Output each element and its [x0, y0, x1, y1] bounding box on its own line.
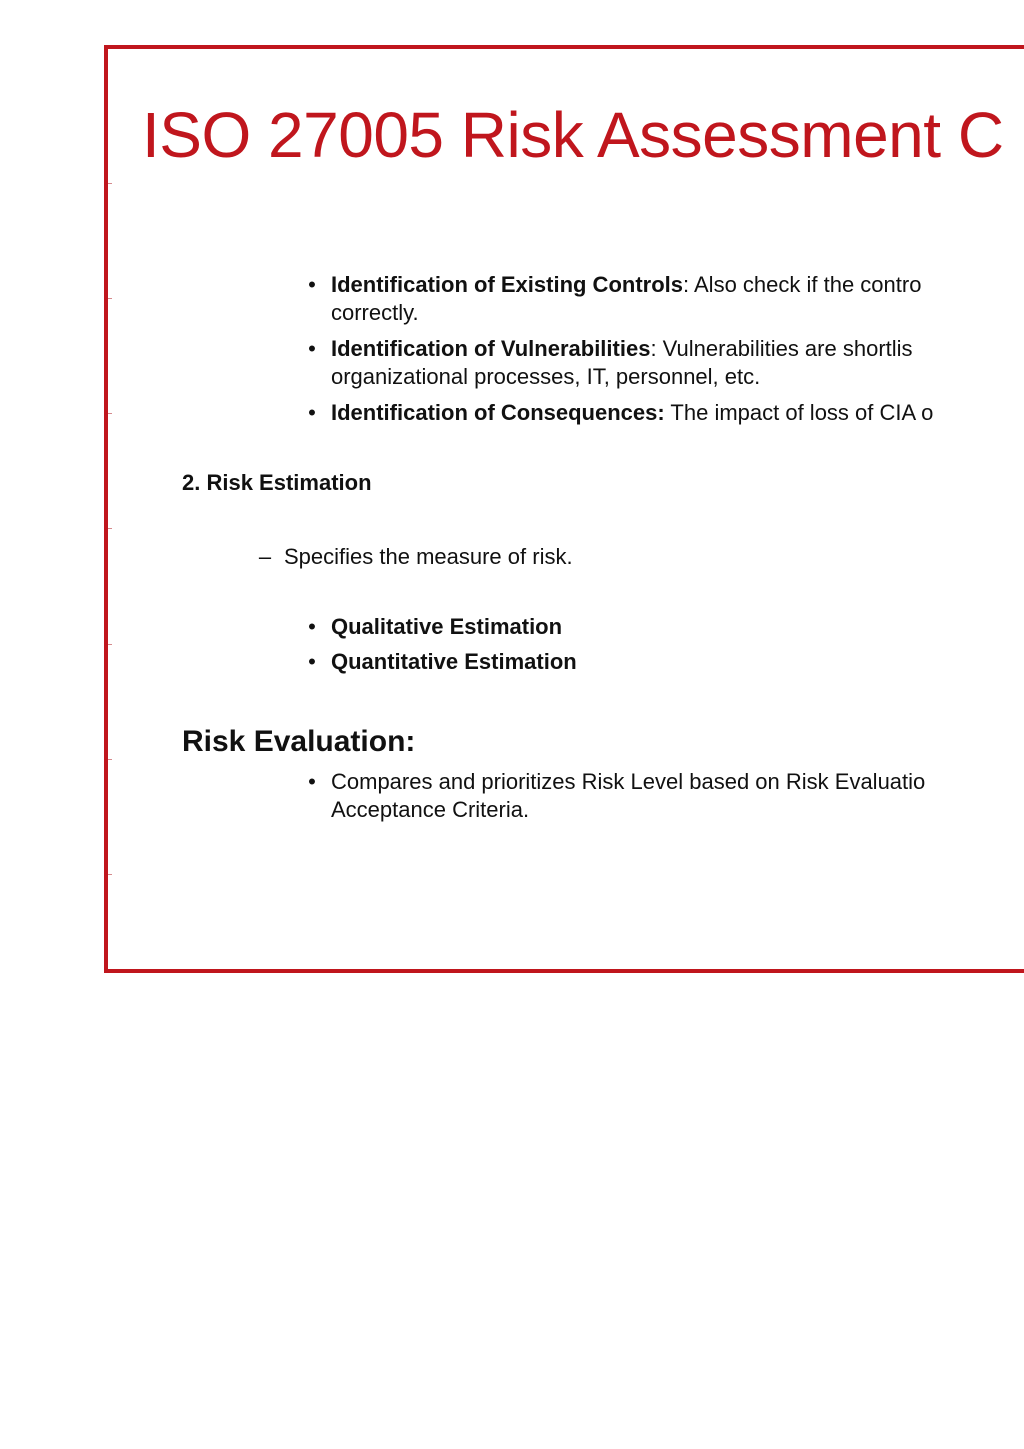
bullet-glyph: • [308, 769, 316, 794]
edge-tick [106, 183, 112, 184]
bullet-bold-label: Identification of Vulnerabilities [331, 336, 651, 361]
risk-estimation-heading: 2. Risk Estimation [182, 470, 372, 495]
bullet-text [331, 399, 933, 427]
edge-tick [106, 413, 112, 414]
bullet-glyph: • [308, 336, 316, 361]
bullet-continuation-text: correctly. [331, 300, 419, 325]
bullet-text [331, 335, 913, 363]
bullet-continuation-text: Acceptance Criteria. [331, 797, 530, 822]
slide-frame [104, 45, 1024, 973]
bullet-bold-label: Identification of Existing Controls [331, 272, 683, 297]
bullet-glyph: • [308, 614, 316, 639]
bullet-detail: : Vulnerabilities are shortlis [650, 336, 913, 361]
slide-title: ISO 27005 Risk Assessment C [142, 99, 1004, 171]
risk-evaluation-heading: Risk Evaluation: [182, 725, 416, 758]
bullet-bold-label: Identification of Consequences: [331, 400, 665, 425]
edge-tick [106, 298, 112, 299]
bullet-text: Quantitative Estimation [331, 649, 577, 674]
edge-tick [106, 759, 112, 760]
bullet-text [331, 271, 921, 299]
bullet-continuation-text: organizational processes, IT, personnel, etc. [331, 364, 761, 389]
dash-glyph: – [258, 544, 272, 569]
bullet-detail: The impact of loss of CIA o [664, 400, 934, 425]
bullet-text: Qualitative Estimation [331, 614, 563, 639]
bullet-glyph: • [308, 400, 316, 425]
bullet-glyph: • [308, 649, 316, 674]
edge-tick [106, 874, 112, 875]
bullet-glyph: • [308, 272, 316, 297]
dash-item-text: Specifies the measure of risk. [284, 544, 573, 569]
bullet-detail: : Also check if the contro [683, 272, 922, 297]
bullet-text: Compares and prioritizes Risk Level based on Risk Evaluatio [331, 769, 926, 794]
edge-tick [106, 528, 112, 529]
edge-tick [106, 644, 112, 645]
